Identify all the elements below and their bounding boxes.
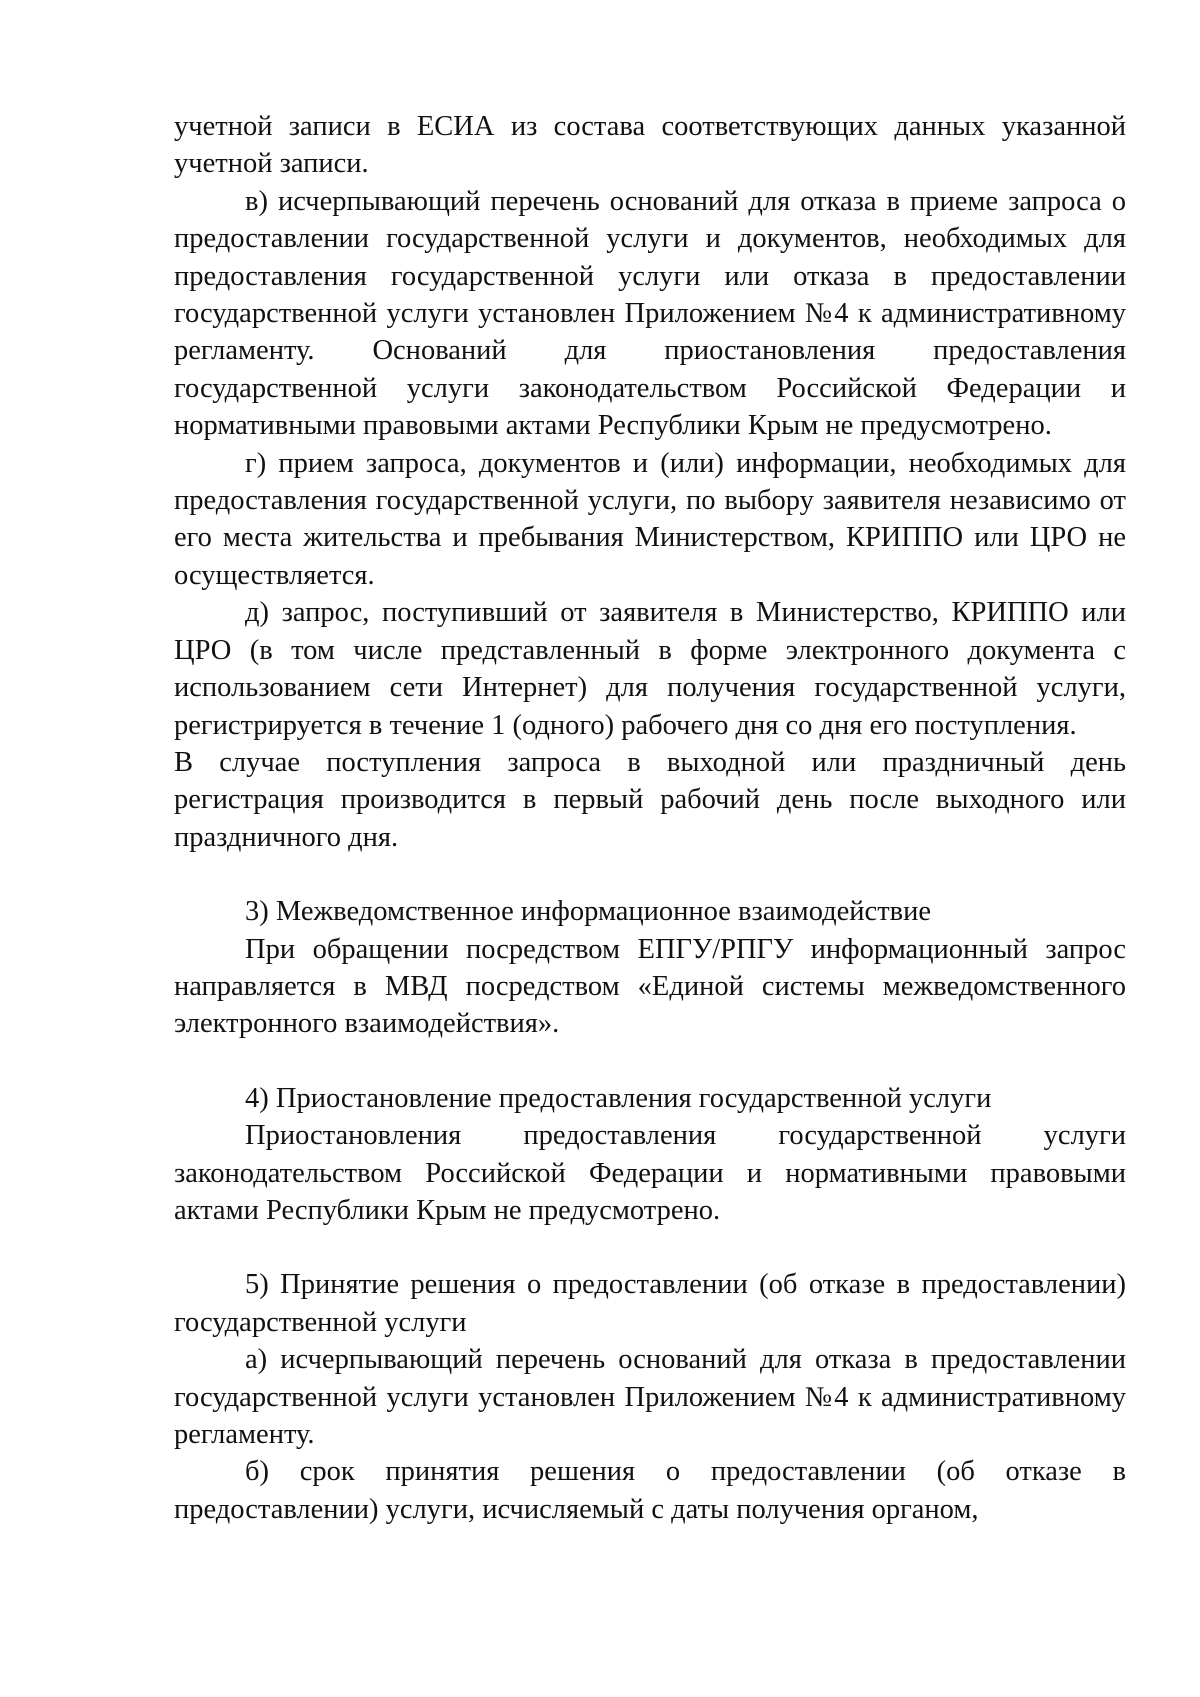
paragraph-item-v: в) исчерпывающий перечень оснований для отказа в приеме запроса о предоставлении государственной услуги и документов, необходимых для предоставления государственной услуги или отказа в предоставлении государственной услуги установлен Приложением №4 к административному регламенту. Оснований для приостановления предоставления государственной услуги законодательством Российской Федерации и нормативными правовыми актами Республики Крым не предусмотрено.: [174, 185, 1126, 442]
paragraph-interagency: При обращении посредством ЕПГУ/РПГУ информационный запрос направляется в МВД посредством «Единой системы межведомственного электронного взаимодействия».: [174, 933, 1126, 1040]
spacer: [174, 1043, 1126, 1080]
paragraph-item-a: а) исчерпывающий перечень оснований для отказа в предоставлении государственной услуги установлен Приложением №4 к административному регламенту.: [174, 1344, 1126, 1450]
document-page: [174, 108, 1126, 1528]
paragraph-item-g: г) прием запроса, документов и (или) информации, необходимых для предоставления государственной услуги, по выбору заявителя независимо от его места жительства и пребывания Министерством, КРИППО или ЦРО не осуществляется.: [174, 447, 1126, 591]
spacer: [174, 1229, 1126, 1266]
section-heading-3: 3) Межведомственное информационное взаимодействие: [245, 896, 932, 928]
spacer: [174, 856, 1126, 893]
section-heading-5: 5) Принятие решения о предоставлении (об отказе в предоставлении) государственной услуги: [174, 1269, 1126, 1338]
section-heading-4: 4) Приостановление предоставления государственной услуги: [245, 1082, 992, 1114]
paragraph-suspension: Приостановления предоставления государственной услуги законодательством Российской Федерации и нормативными правовыми актами Республики Крым не предусмотрено.: [174, 1120, 1126, 1226]
paragraph-item-b: б) срок принятия решения о предоставлении (об отказе в предоставлении) услуги, исчисляемый с даты получения органом,: [174, 1456, 1126, 1525]
paragraph-holiday-registration: В случае поступления запроса в выходной или праздничный день регистрация производится в первый рабочий день после выходного или праздничного дня.: [174, 746, 1126, 853]
paragraph-account-record: учетной записи в ЕСИА из состава соответствующих данных указанной учетной записи.: [174, 111, 1126, 180]
paragraph-item-d: д) запрос, поступивший от заявителя в Министерство, КРИППО или ЦРО (в том числе представленный в форме электронного документа с использованием сети Интернет) для получения государственной услуги, регистрируется в течение 1 (одного) рабочего дня со дня его поступления.: [174, 597, 1126, 741]
